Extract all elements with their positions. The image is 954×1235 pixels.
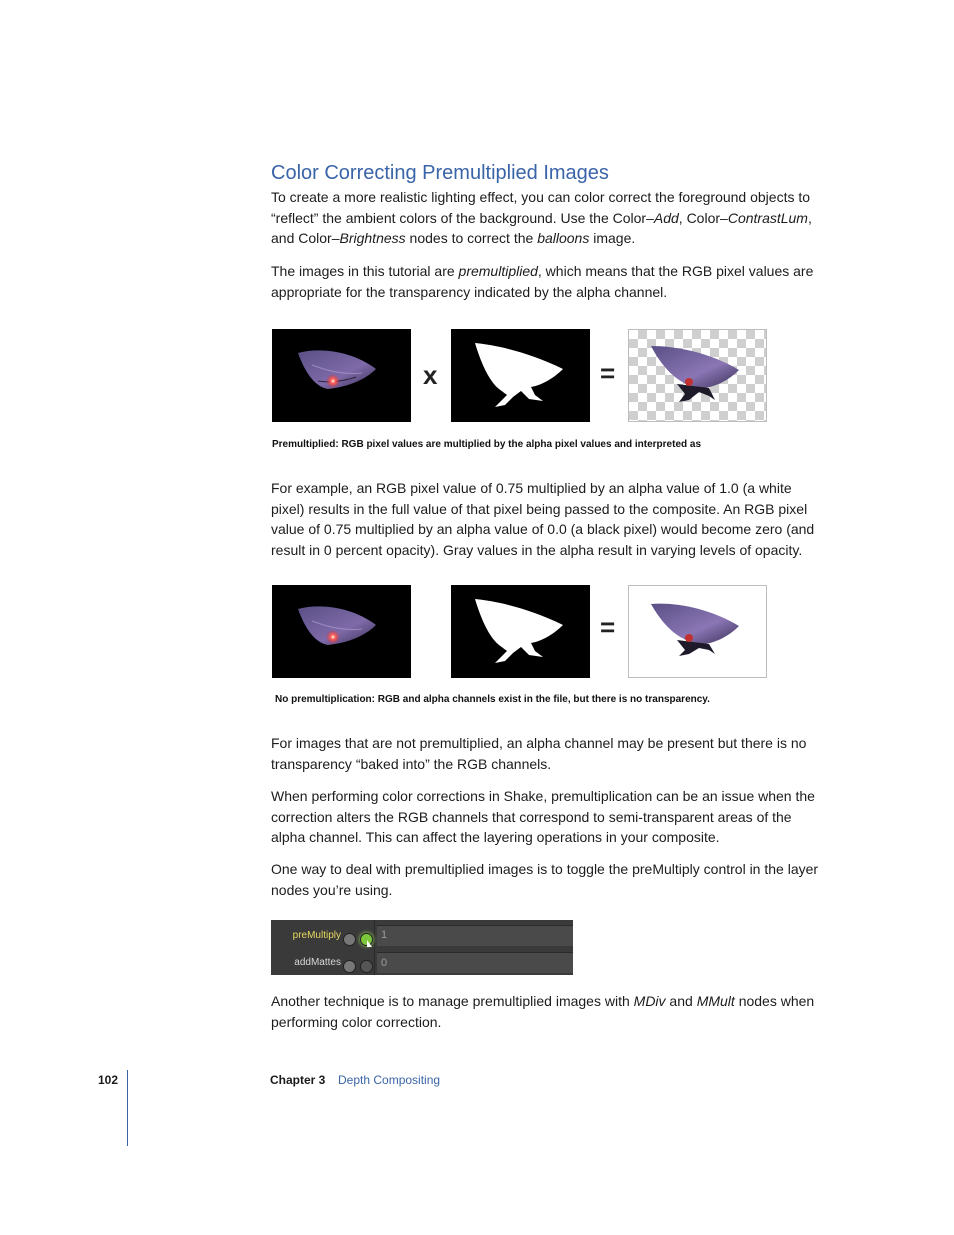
text-run: , Color– — [678, 209, 728, 226]
chapter-title: Depth Compositing — [338, 1073, 441, 1087]
premultiply-label: preMultiply — [292, 930, 341, 941]
text-run: Another technique is to manage premultiplied images with — [271, 993, 634, 1009]
paragraph-premultiply-toggle: One way to deal with premultiplied images is to toggle the preMultiply control in the layer nodes you’re using. — [271, 861, 819, 898]
text-run: image. — [589, 230, 636, 246]
panel-divider — [374, 920, 375, 975]
text-run: nodes to correct the — [405, 230, 538, 246]
figure-rgb-image — [272, 329, 411, 422]
node-name-brightness: Brightness — [339, 230, 406, 246]
figure-caption-no-premultiplication: No premultiplication: RGB and alpha channels exist in the file, but there is no transparency. — [275, 694, 710, 705]
node-name-mdiv: MDiv — [633, 993, 666, 1009]
node-name-add: Add — [653, 209, 679, 226]
addmattes-link-icon[interactable] — [343, 960, 356, 973]
section-heading: Color Correcting Premultiplied Images — [271, 162, 609, 184]
operator-equals: = — [600, 358, 616, 388]
premultiply-value: 1 — [381, 929, 388, 941]
text-run: To create a more realistic lighting effect, you can color correct the foreground objects to “reflect” the ambient colors of the background. Use the Color– — [271, 189, 811, 226]
figure-rgb-image — [272, 585, 411, 678]
image-name-balloons: balloons — [537, 230, 590, 246]
node-name-mmult: MMult — [696, 993, 735, 1009]
figure-caption-premultiplied: Premultiplied: RGB pixel values are multiplied by the alpha pixel values and interpreted as — [272, 439, 702, 450]
text-run: nodes when performing color correction. — [271, 993, 815, 1030]
chapter-label: Chapter 3 — [270, 1073, 326, 1087]
cursor-pointer-icon — [367, 940, 372, 947]
balloon-rgb-illustration — [272, 585, 411, 678]
premultiply-value-field[interactable] — [377, 925, 573, 946]
addmattes-label: addMattes — [294, 957, 341, 968]
addmattes-toggle-button[interactable] — [360, 960, 373, 973]
operator-equals: = — [600, 612, 616, 642]
text-run: , which means that the RGB pixel values are appropriate for the transparency indicated by the alpha channel. — [271, 263, 814, 300]
alpha-matte-illustration — [451, 585, 590, 678]
alpha-matte-illustration — [451, 329, 590, 422]
term-premultiplied: premultiplied — [458, 263, 538, 279]
balloon-on-white-illustration — [629, 586, 766, 677]
operator-multiply: x — [423, 360, 438, 390]
node-name-contrastlum: ContrastLum — [727, 209, 808, 226]
paragraph-example: For example, an RGB pixel value of 0.75 multiplied by an alpha value of 1.0 (a white pixel) results in the full value of that pixel being passed to the composite. An RGB pixel value of 0.75 multiplied by an alpha value of 0.0 (a black pixel) would become zero (and result in 0 percent opacity). Gray values in the alpha result in varying levels of opacity. — [271, 480, 815, 558]
balloon-premultiplied-illustration — [629, 330, 766, 421]
text-run: and — [665, 993, 697, 1009]
page-number: 102 — [98, 1073, 119, 1087]
figure-unpremultiplied-result — [628, 585, 767, 678]
premultiply-control-panel — [271, 920, 573, 975]
addmattes-value-field[interactable] — [377, 952, 573, 973]
figure-premultiplied-result — [628, 329, 767, 422]
paragraph-shake-corrections: When performing color corrections in Shake, premultiplication can be an issue when the correction alters the RGB channels that correspond to semi-transparent areas of the alpha channel. This can affect the layering operations in your composite. — [271, 788, 815, 845]
figure-alpha-matte — [451, 585, 590, 678]
text-run: , and Color– — [271, 209, 812, 246]
addmattes-value: 0 — [381, 957, 388, 969]
balloon-rgb-illustration — [272, 329, 411, 422]
paragraph-not-premultiplied: For images that are not premultiplied, an alpha channel may be present but there is no transparency “baked into” the RGB channels. — [271, 735, 807, 772]
paragraph-intro — [271, 187, 827, 249]
paragraph-premultiplied — [271, 261, 827, 302]
footer-divider — [127, 1070, 128, 1146]
paragraph-mdiv-mmult — [271, 991, 827, 1032]
text-run: The images in this tutorial are — [271, 263, 459, 279]
figure-alpha-matte — [451, 329, 590, 422]
premultiply-link-icon[interactable] — [343, 933, 356, 946]
